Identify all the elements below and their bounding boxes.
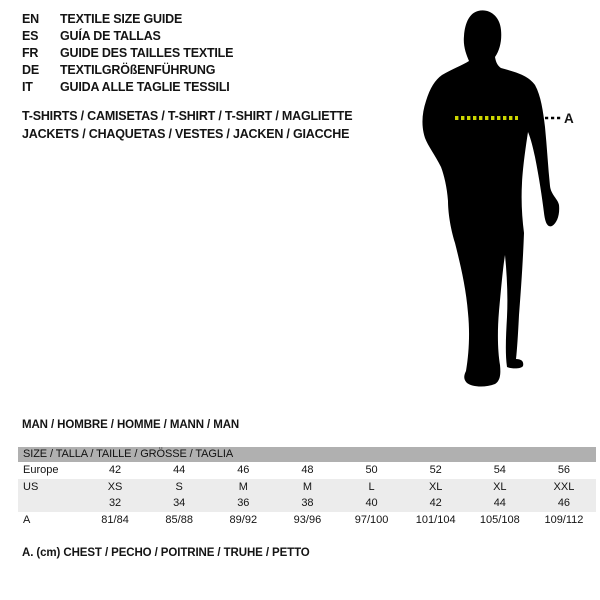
- language-row-en: [22, 11, 233, 28]
- garment-categories: [22, 108, 352, 143]
- table-row-us: [18, 479, 596, 496]
- table-cell: XS: [107, 480, 123, 493]
- table-cell: XL: [493, 480, 507, 493]
- table-cell: 105/108: [479, 513, 520, 526]
- table-cell: 81/84: [101, 513, 129, 526]
- language-code: ES: [22, 29, 39, 43]
- language-code: FR: [22, 46, 39, 60]
- man-figure: [400, 5, 580, 400]
- table-cell: L: [368, 480, 375, 493]
- table-cell: 32: [108, 497, 122, 509]
- table-cell: 56: [557, 464, 571, 476]
- table-row-europe: [18, 462, 596, 479]
- table-cell: 44: [173, 464, 186, 476]
- table-cell: 42: [429, 497, 442, 509]
- row-label: US: [23, 480, 39, 493]
- category-line-tshirts: T-SHIRTS / CAMISETAS / T-SHIRT / T-SHIRT / MAGLIETTE: [22, 109, 353, 123]
- table-cell: XL: [428, 480, 443, 493]
- table-cell: 54: [493, 464, 506, 476]
- chest-measure-footnote: A. (cm) CHEST / PECHO / POITRINE / TRUHE / PETTO: [22, 547, 310, 559]
- language-row-it: [22, 79, 233, 96]
- table-cell: 38: [301, 497, 314, 509]
- table-cell: 50: [365, 464, 378, 476]
- section-label-man: MAN / HOMBRE / HOMME / MANN / MAN: [22, 419, 240, 431]
- table-cell: 97/100: [354, 513, 389, 526]
- row-label: A: [23, 513, 31, 526]
- table-cell: 109/112: [544, 513, 584, 526]
- table-cell: 46: [557, 497, 571, 509]
- table-cell: 42: [108, 464, 122, 476]
- table-cell: M: [238, 480, 248, 493]
- table-row-numeric: [18, 495, 596, 512]
- table-cell: 48: [301, 464, 314, 476]
- size-table: [18, 447, 596, 528]
- measure-label-a: A: [564, 111, 574, 126]
- language-code: IT: [22, 80, 33, 94]
- language-code: DE: [22, 63, 39, 77]
- language-title: GUIDA ALLE TAGLIE TESSILI: [60, 80, 230, 94]
- language-code: EN: [22, 12, 39, 26]
- table-cell: M: [302, 480, 313, 493]
- table-cell: 89/92: [229, 513, 258, 526]
- table-cell: S: [175, 480, 183, 493]
- language-title: TEXTILE SIZE GUIDE: [60, 12, 183, 26]
- language-row-fr: [22, 45, 233, 62]
- category-line-jackets: JACKETS / CHAQUETAS / VESTES / JACKEN / GIACCHE: [22, 126, 350, 141]
- table-cell: 85/88: [165, 513, 193, 526]
- size-table-header: SIZE / TALLA / TAILLE / GRÖSSE / TAGLIA: [18, 447, 596, 462]
- table-row-chest-a: [18, 512, 596, 529]
- table-cell: XXL: [553, 480, 575, 493]
- language-row-de: [22, 62, 233, 79]
- table-cell: 44: [493, 497, 506, 509]
- table-cell: 52: [429, 464, 442, 476]
- language-title: GUÍA DE TALLAS: [60, 29, 161, 43]
- man-silhouette: [422, 10, 559, 386]
- table-cell: 46: [237, 464, 250, 476]
- table-cell: 93/96: [293, 513, 322, 526]
- language-title: GUIDE DES TAILLES TEXTILE: [60, 46, 234, 60]
- table-cell: 101/104: [415, 513, 456, 526]
- row-label: Europe: [23, 464, 59, 476]
- table-cell: 40: [365, 497, 378, 509]
- language-list: [22, 11, 233, 96]
- language-title: TEXTILGRÖßENFÜHRUNG: [60, 63, 216, 77]
- table-cell: 34: [173, 497, 186, 509]
- table-cell: 36: [237, 497, 250, 509]
- language-row-es: [22, 28, 233, 45]
